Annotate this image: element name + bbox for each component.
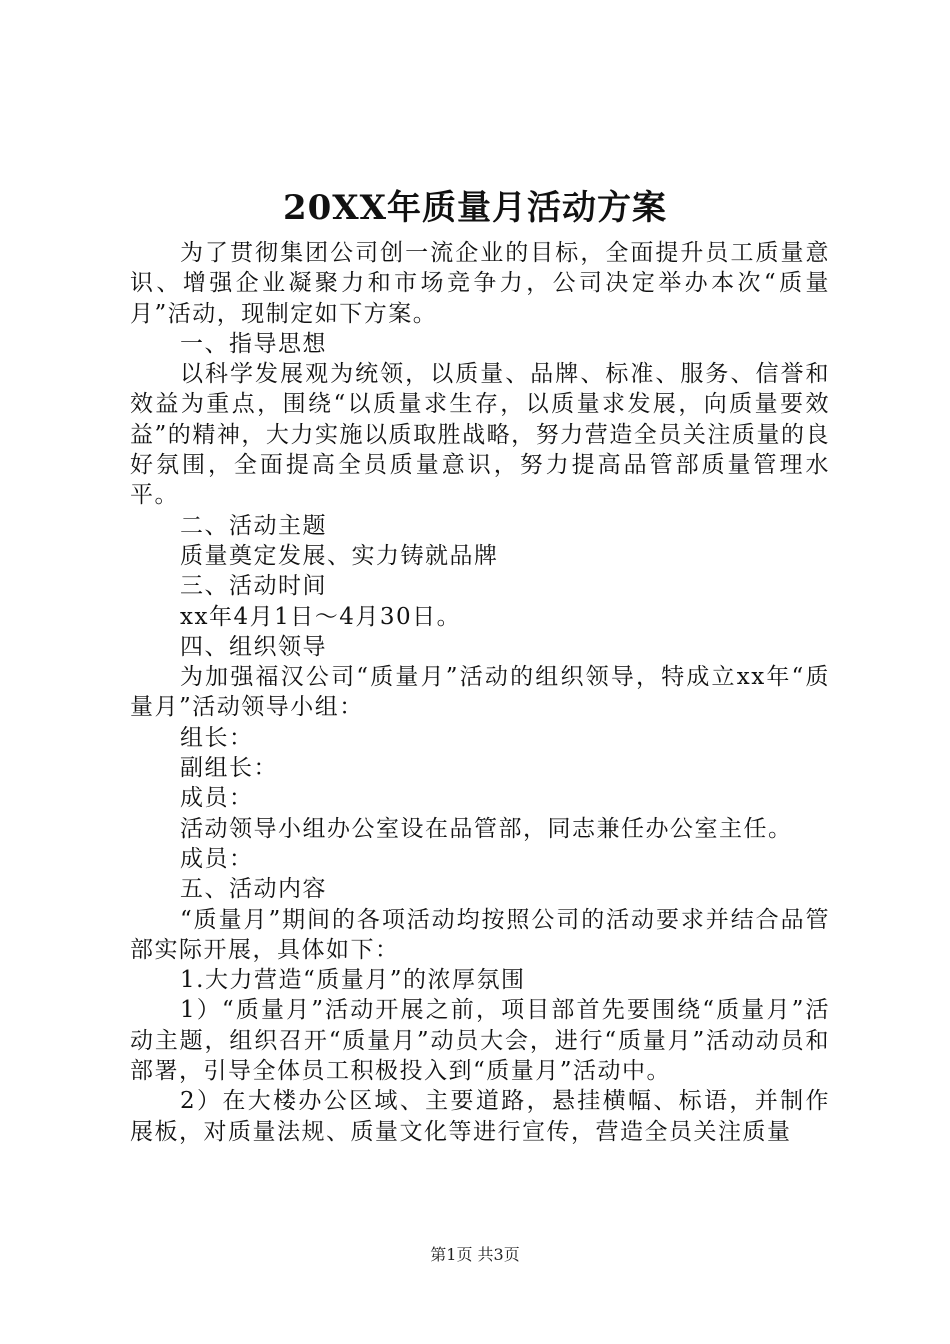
activity-content-paragraph: “质量月”期间的各项活动均按照公司的活动要求并结合品管部实际开展，具体如下： bbox=[130, 906, 830, 963]
document-title: 20XX年质量月活动方案 bbox=[282, 188, 668, 228]
guiding-ideology-paragraph: 以科学发展观为统领，以质量、品牌、标准、服务、信誉和效益为重点，围绕“以质量求生存，以质量求发展，向质量要效益”的精神，大力实施以质取胜战略，努力营造全员关注质量的良好氛围，全面提高全员质量意识，努力提高品管部质量管理水平。 bbox=[130, 361, 830, 509]
section-heading-activity-theme: 二、活动主题 bbox=[180, 512, 327, 539]
subheading-atmosphere: 1.大力营造“质量月”的浓厚氛围 bbox=[180, 967, 526, 994]
item-2-paragraph: 2）在大楼办公区域、主要道路，悬挂横幅、标语，并制作展板，对质量法规、质量文化等进行宣传，营造全员关注质量 bbox=[130, 1088, 830, 1145]
activity-time-paragraph: xx年4月1日～4月30日。 bbox=[180, 603, 462, 630]
group-leader-line: 组长： bbox=[180, 724, 254, 751]
members-line-2: 成员： bbox=[180, 845, 254, 872]
intro-paragraph: 为了贯彻集团公司创一流企业的目标，全面提升员工质量意识、增强企业凝聚力和市场竞争力，公司决定举办本次“质量月”活动，现制定如下方案。 bbox=[130, 240, 830, 327]
item-1-paragraph: 1）“质量月”活动开展之前，项目部首先要围绕“质量月”活动主题，组织召开“质量月”动员大会，进行“质量月”活动动员和部署，引导全体员工积极投入到“质量月”活动中。 bbox=[130, 997, 830, 1085]
page-footer: 第1页 共3页 bbox=[430, 1245, 520, 1264]
section-heading-activity-content: 五、活动内容 bbox=[180, 876, 327, 903]
section-heading-organization: 四、组织领导 bbox=[180, 633, 327, 660]
section-heading-activity-time: 三、活动时间 bbox=[180, 573, 327, 600]
office-paragraph: 活动领导小组办公室设在品管部，同志兼任办公室主任。 bbox=[180, 815, 793, 842]
deputy-leader-line: 副组长： bbox=[180, 755, 278, 782]
document-body bbox=[130, 238, 830, 1147]
organization-paragraph: 为加强福汉公司“质量月”活动的组织领导，特成立xx年“质量月”活动领导小组： bbox=[130, 664, 830, 721]
members-line: 成员： bbox=[180, 785, 254, 812]
section-heading-guiding-ideology: 一、指导思想 bbox=[180, 330, 327, 357]
activity-theme-paragraph: 质量奠定发展、实力铸就品牌 bbox=[180, 542, 499, 569]
